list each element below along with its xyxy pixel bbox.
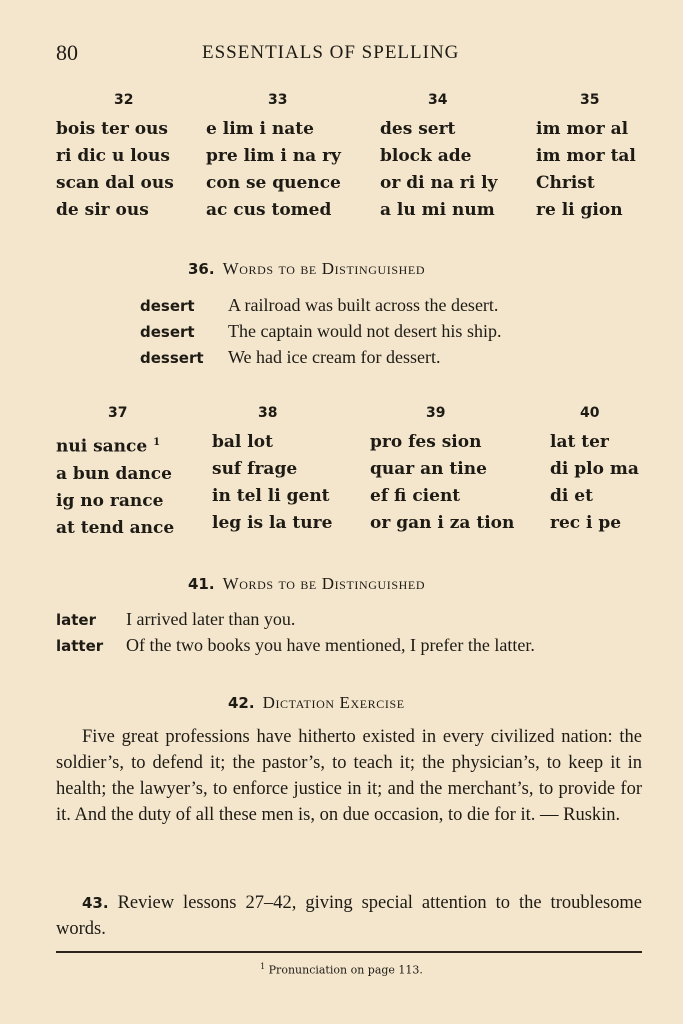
section-title: Dictation Exercise xyxy=(262,693,405,712)
pair-word: desert xyxy=(140,323,195,341)
word-pair xyxy=(140,292,501,318)
footnote xyxy=(0,962,683,977)
spelling-word: ef fi cient xyxy=(370,486,461,506)
spelling-word-text: nui sance xyxy=(56,436,148,457)
spelling-word: pro fes sion xyxy=(370,432,482,452)
spelling-word: lat ter xyxy=(550,432,609,452)
spelling-word: in tel li gent xyxy=(212,486,330,506)
pair-sentence: The captain would not desert his ship. xyxy=(228,321,502,341)
word-column-38 xyxy=(212,403,372,537)
spelling-word: bal lot xyxy=(212,432,273,452)
spelling-word: rec i pe xyxy=(550,513,622,533)
lesson-number: 37 xyxy=(108,405,128,421)
spelling-word: Christ xyxy=(536,173,595,193)
spelling-word: ri dic u lous xyxy=(56,146,170,166)
spelling-word: des sert xyxy=(380,119,456,139)
footnote-text: Pronunciation on page 113. xyxy=(268,963,423,977)
footnote-marker: 1 xyxy=(153,437,161,448)
word-pair xyxy=(56,632,535,658)
lesson-number: 34 xyxy=(428,92,448,108)
pair-sentence: Of the two books you have mentioned, I prefer the latter. xyxy=(126,635,535,655)
spelling-word: ac cus tomed xyxy=(206,200,332,220)
word-pair xyxy=(140,344,501,370)
spelling-word: at tend ance xyxy=(56,517,175,538)
pair-word: later xyxy=(56,611,97,629)
page-header xyxy=(56,40,646,70)
spelling-word: or gan i za tion xyxy=(370,513,515,533)
spelling-word xyxy=(56,429,211,461)
spelling-word: suf frage xyxy=(212,459,298,479)
section-title: Words to be Distinguished xyxy=(222,259,426,278)
spelling-word: e lim i nate xyxy=(206,119,314,139)
spelling-word: scan dal ous xyxy=(56,173,174,193)
spelling-word: im mor al xyxy=(536,119,629,139)
pair-sentence: A railroad was built across the desert. xyxy=(228,295,499,315)
dictation-paragraph: Five great professions have hitherto existed in every civilized nation: the soldier’s, to defend it; the pastor’s, to teach it; the physician’s, to keep it in health; the lawyer’s, to enforce justice in it; and the merchant’s, to provide for it. And the duty of all these men is, on due occasion, to die for it. — Ruskin. xyxy=(56,727,642,825)
section-heading-41 xyxy=(188,574,425,594)
spelling-word: a lu mi num xyxy=(380,200,495,220)
lesson-number: 32 xyxy=(114,92,134,108)
distinguish-list-41 xyxy=(56,606,535,658)
spelling-word: ig no rance xyxy=(56,490,164,511)
review-text: Review lessons 27–42, giving special attention to the troublesome words. xyxy=(56,893,643,939)
section-number: 42. xyxy=(228,694,255,712)
pair-word: desert xyxy=(140,297,195,315)
spelling-word: im mor tal xyxy=(536,146,636,166)
word-pair xyxy=(140,318,501,344)
spelling-word: leg is la ture xyxy=(212,513,333,533)
word-column-37 xyxy=(56,403,211,542)
pair-word: latter xyxy=(56,637,104,655)
spelling-word: de sir ous xyxy=(56,200,149,220)
spelling-word: di plo ma xyxy=(550,459,639,479)
spelling-word: pre lim i na ry xyxy=(206,146,341,166)
section-heading-42 xyxy=(228,693,405,713)
spelling-word: re li gion xyxy=(536,200,623,220)
spelling-word: block ade xyxy=(380,146,472,166)
spelling-word: con se quence xyxy=(206,173,341,193)
lesson-number: 33 xyxy=(268,92,288,108)
word-column-32 xyxy=(56,90,206,224)
word-column-33 xyxy=(206,90,376,224)
lesson-number: 38 xyxy=(258,405,278,421)
spelling-word: or di na ri ly xyxy=(380,173,498,193)
running-title: ESSENTIALS OF SPELLING xyxy=(202,42,460,63)
page-number: 80 xyxy=(56,40,78,65)
pair-sentence: I arrived later than you. xyxy=(126,609,296,629)
spelling-word: bois ter ous xyxy=(56,119,168,139)
pair-word: dessert xyxy=(140,349,204,367)
lesson-number: 40 xyxy=(580,405,600,421)
spelling-word: a bun dance xyxy=(56,463,172,484)
footnote-rule xyxy=(56,951,642,953)
section-number: 36. xyxy=(188,260,215,278)
pair-sentence: We had ice cream for dessert. xyxy=(228,347,441,367)
word-pair xyxy=(56,606,535,632)
section-title: Words to be Distinguished xyxy=(222,574,426,593)
footnote-mark: 1 xyxy=(260,962,266,971)
word-column-35 xyxy=(536,90,656,224)
lesson-number: 39 xyxy=(426,405,446,421)
section-number: 43. xyxy=(82,894,109,912)
spelling-word: quar an tine xyxy=(370,459,487,479)
word-column-40 xyxy=(550,403,650,537)
distinguish-list-36 xyxy=(140,292,501,370)
review-paragraph xyxy=(56,890,642,942)
word-column-34 xyxy=(380,90,530,224)
spelling-word: di et xyxy=(550,486,593,506)
word-column-39 xyxy=(370,403,550,537)
section-heading-36 xyxy=(188,259,425,279)
lesson-number: 35 xyxy=(580,92,600,108)
section-number: 41. xyxy=(188,575,215,593)
